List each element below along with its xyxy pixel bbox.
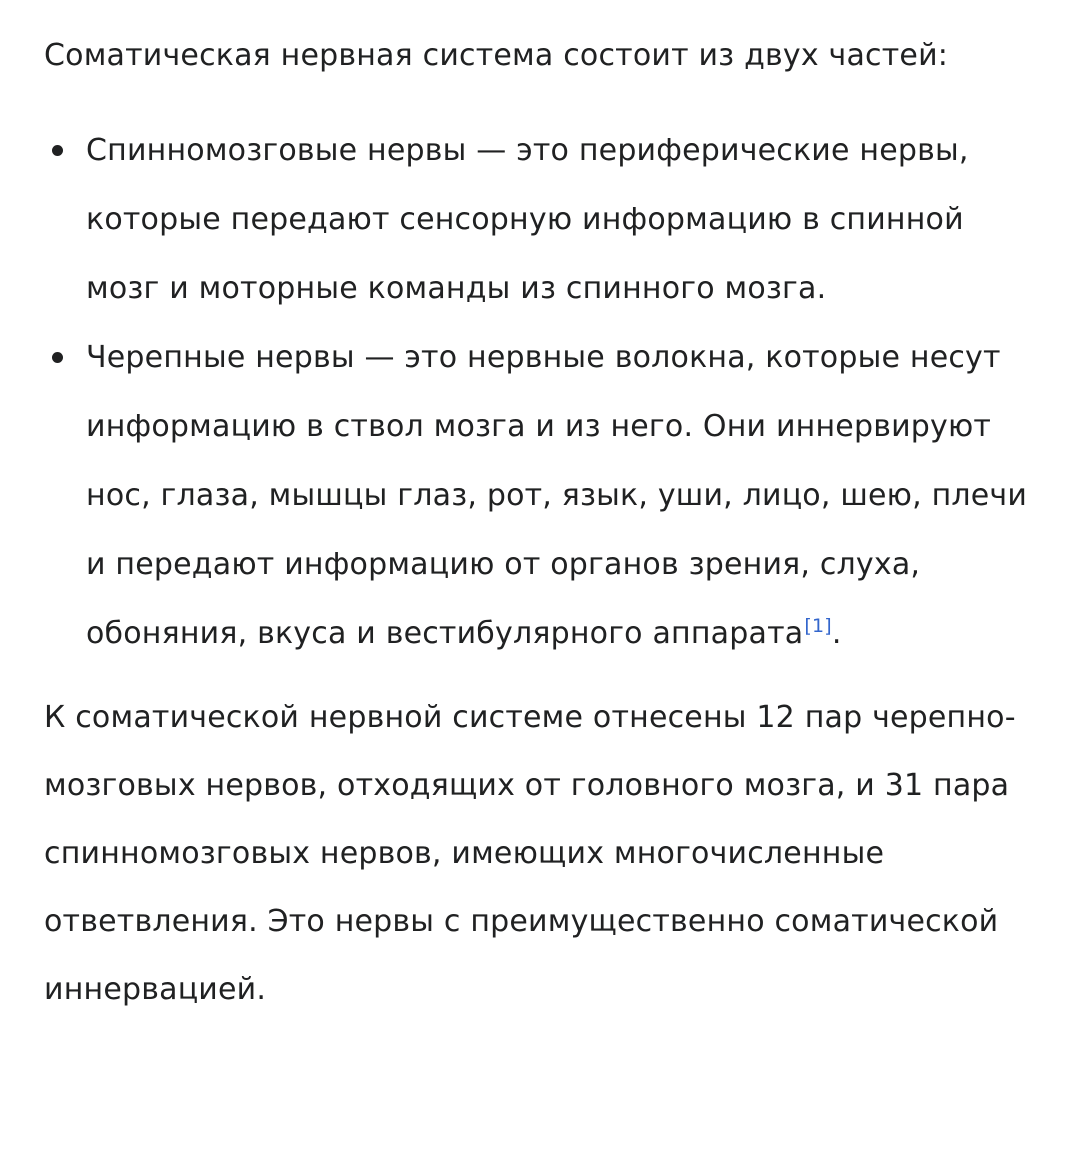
sentence-end: .	[831, 616, 842, 651]
spinal-nerves-text: Спинномозговые нервы — это периферические нервы, которые передают сенсорную информацию в спинной мозг и моторные команды из спинного мозга.	[86, 133, 969, 306]
list-item-spinal-nerves	[44, 116, 1042, 323]
cranial-nerves-text: Черепные нервы — это нервные волокна, которые несут информацию в ствол мозга и из него. Они иннервируют нос, глаза, мышцы глаз, рот, язык, уши, лицо, шею, плечи и передают информацию от органов зрения, слуха, обоняния, вкуса и вестибулярного аппарата	[86, 340, 1028, 651]
bullet-icon	[52, 352, 63, 363]
reference-link[interactable]: [1]	[804, 615, 832, 637]
intro-paragraph: Соматическая нервная система состоит из двух частей:	[44, 38, 949, 73]
closing-paragraph: К соматической нервной системе отнесены 12 пар черепно-мозговых нервов, отходящих от головного мозга, и 31 пара спинномозговых нервов, имеющих многочисленные ответвления. Это нервы с преимущественно соматической иннервацией.	[44, 700, 1016, 1007]
nerve-parts-list	[44, 116, 1042, 668]
list-item-cranial-nerves	[44, 323, 1042, 668]
bullet-icon	[52, 145, 63, 156]
